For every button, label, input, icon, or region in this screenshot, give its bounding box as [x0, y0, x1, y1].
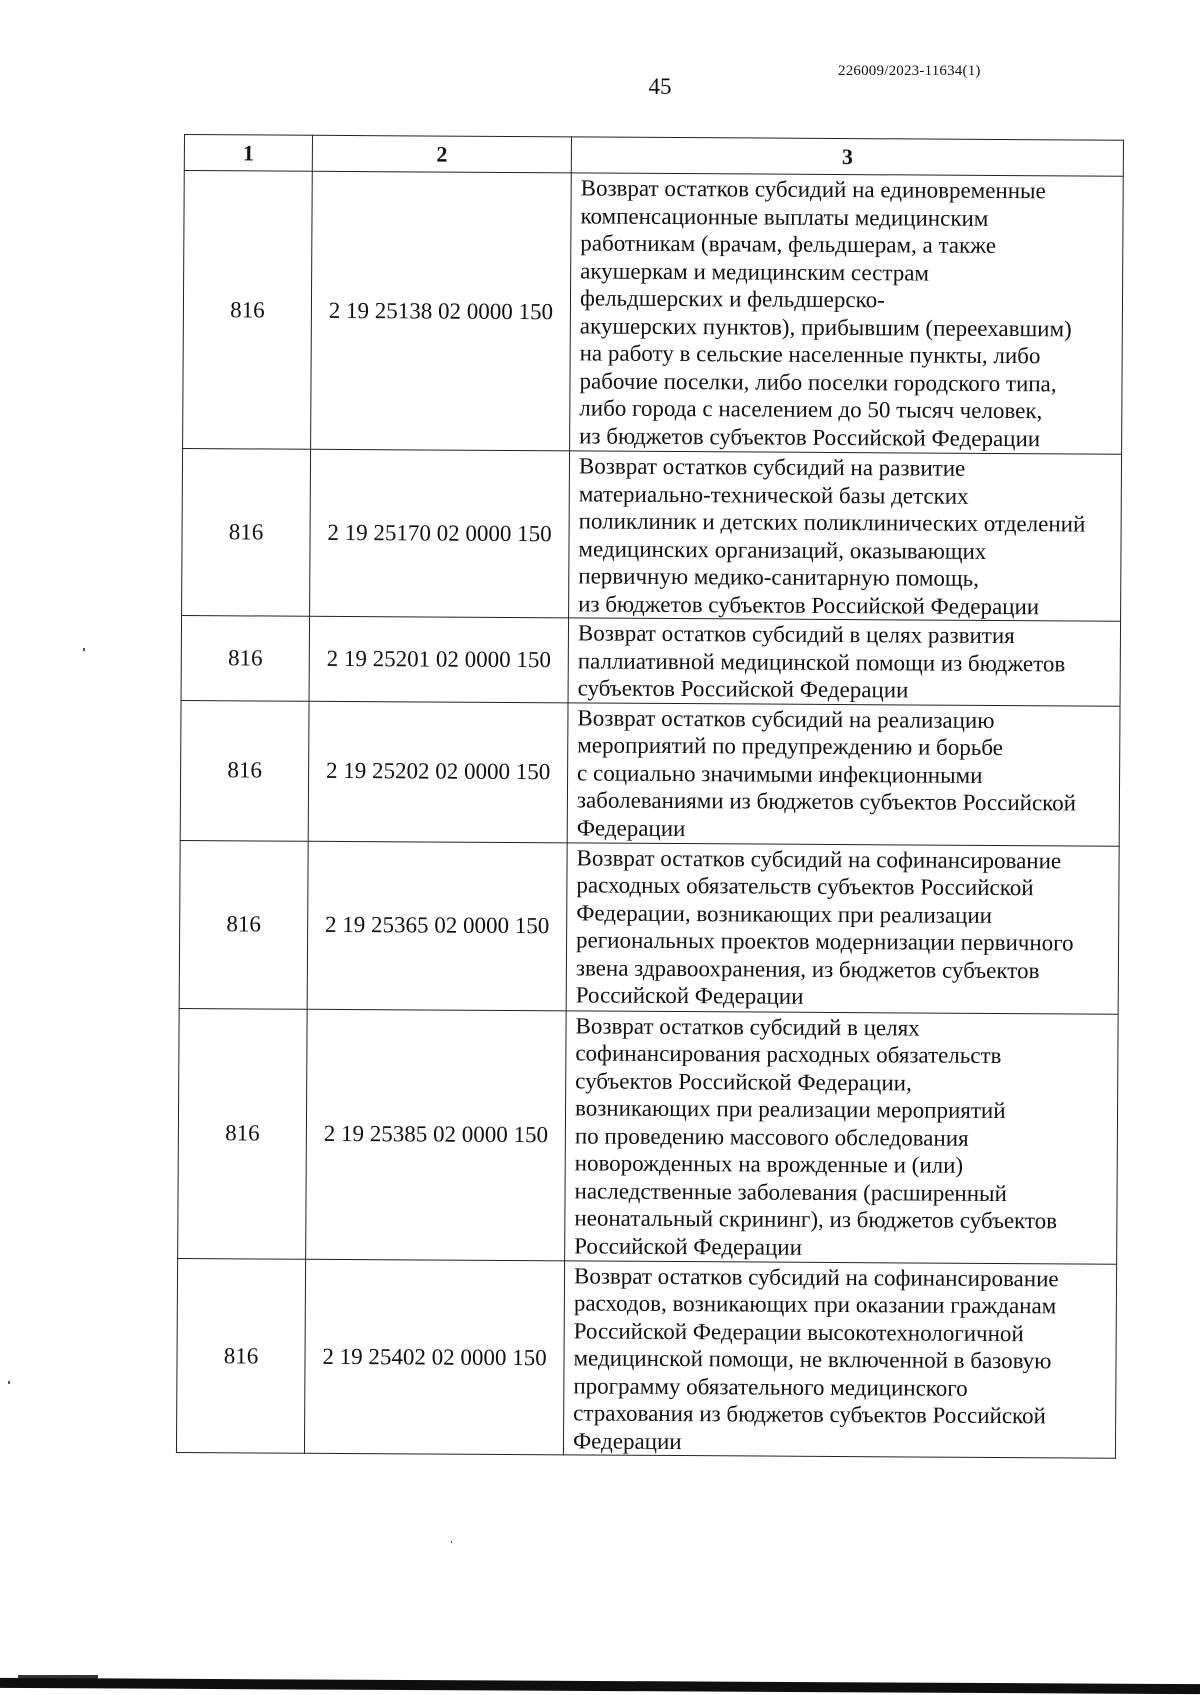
kbk-code-cell: 2 19 25170 02 0000 150 [310, 449, 570, 618]
column-header-3: 3 [571, 137, 1123, 176]
column-header-1: 1 [184, 135, 312, 172]
scan-speck [451, 1541, 452, 1543]
description-text: Возврат остатков субсидий на реализацию мероприятий по предупреждению и борьбе с социально значимыми инфекционными заболеваниями из бюджетов субъектов Российской Федерации [576, 704, 1077, 841]
description-cell [566, 842, 1119, 1013]
admin-code-cell: 816 [178, 1008, 308, 1259]
budget-codes-table-wrapper [176, 134, 1124, 1459]
kbk-code-cell: 2 19 25402 02 0000 150 [304, 1259, 564, 1455]
scan-speck [83, 648, 85, 651]
kbk-code-cell: 2 19 25201 02 0000 150 [309, 616, 569, 702]
kbk-code-cell: 2 19 25202 02 0000 150 [308, 701, 568, 843]
description-text: Возврат остатков субсидий на софинансирование расходов, возникающих при оказании гражданам Российской Федерации высокотехнологичной медицинской помощи, не включенной в базовую программу обязательного медицинского страхования из бюджетов субъектов Российской Федерации [572, 1262, 1059, 1454]
admin-code-cell: 816 [176, 1258, 305, 1453]
description-cell [568, 618, 1121, 706]
description-cell [567, 702, 1120, 845]
description-cell [569, 451, 1122, 621]
description-cell [563, 1260, 1116, 1458]
table-row [176, 1258, 1116, 1458]
admin-code-cell: 816 [183, 171, 313, 450]
column-header-2: 2 [312, 135, 571, 173]
document-id: 226009/2023-11634(1) [838, 63, 981, 79]
description-text: Возврат остатков субсидий на развитие материально-технической базы детских поликлиник и детских поликлинических отделений медицинских организаций, оказывающих первичную медико-санитарную помощь, из бюджетов субъектов Российской Федерации [578, 453, 1086, 619]
table-row [179, 840, 1119, 1014]
table-header-row [184, 135, 1123, 177]
table-row [183, 171, 1124, 455]
kbk-code-cell: 2 19 25138 02 0000 150 [311, 171, 572, 451]
admin-code-cell: 816 [182, 448, 311, 616]
admin-code-cell: 816 [180, 700, 309, 841]
admin-code-cell: 816 [179, 840, 308, 1009]
description-cell [570, 173, 1124, 454]
description-text: Возврат остатков субсидий в целях софинансирования расходных обязательств субъектов Российской Федерации, возникающих при реализации мероприятий по проведению массового обследования новорожденных на врожденные и (или) наследственные заболевания (расширенный неонатальный скрининг), из бюджетов субъектов Российской Федерации [574, 1012, 1058, 1260]
kbk-code-cell: 2 19 25385 02 0000 150 [306, 1009, 567, 1261]
description-text: Возврат остатков субсидий на софинансирование расходных обязательств субъектов Российской Федерации, возникающих при реализации региональных проектов модернизации первичного звена здравоохранения, из бюджетов субъектов Российской Федерации [575, 844, 1074, 1009]
table-row [180, 700, 1120, 846]
description-text: Возврат остатков субсидий в целях развития паллиативной медицинской помощи из бюджетов субъектов Российской Федерации [577, 620, 1066, 703]
table-row [178, 1008, 1119, 1264]
scan-speck [8, 1381, 10, 1384]
table-row [181, 615, 1120, 705]
kbk-code-cell: 2 19 25365 02 0000 150 [307, 841, 567, 1011]
scan-bottom-band [0, 1678, 1200, 1694]
description-cell [565, 1010, 1119, 1263]
admin-code-cell: 816 [181, 615, 310, 700]
description-text: Возврат остатков субсидий на единовременные компенсационные выплаты медицинским работникам (врачам, фельдшерам, а также акушеркам и медицинским сестрам фельдшерских и фельдшерско- акушерских пунктов), прибывшим (переехавшим) на работу в сельские населенные пункты, либо рабочие поселки, либо поселки городского типа, либо города с населением до 50 тысяч человек, из бюджетов субъектов Российской Федерации [579, 175, 1072, 451]
budget-codes-table [176, 134, 1124, 1459]
page-number: 45 [648, 74, 672, 99]
table-row [182, 448, 1122, 621]
